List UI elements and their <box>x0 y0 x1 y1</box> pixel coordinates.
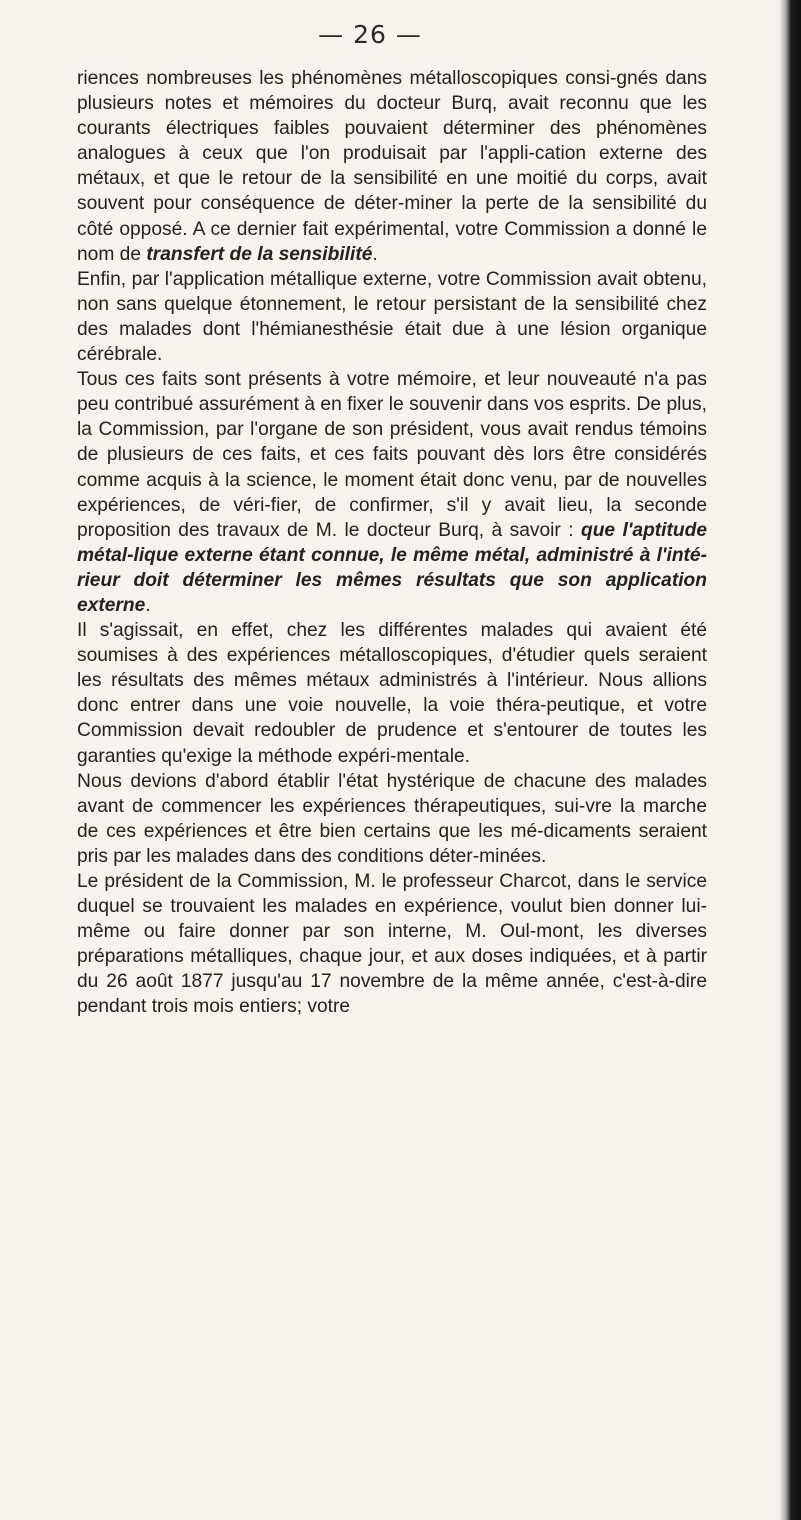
text-run: riences nombreuses les phénomènes métalloscopiques consi-gnés dans plusieurs notes et mémoires du docteur Burq, avait reconnu que les courants électriques faibles pouvaient déterminer des phénomènes analogues à ceux que l'on produisait par l'appli-cation externe des métaux, et que le retour de la sensibilité en une moitié du corps, avait souvent pour conséquence de déter-miner la perte de la sensibilité du côté opposé. A ce dernier fait expérimental, votre Commission a donné le nom de <box>77 68 707 265</box>
paragraph <box>77 769 707 869</box>
text-run: Nous devions d'abord établir l'état hystérique de chacune des malades avant de commencer les expériences thérapeutiques, sui-vre la marche de ces expériences et être bien certains que les mé-dicaments seraient pris par les malades dans des conditions déter-minées. <box>77 770 707 867</box>
paragraph <box>77 267 707 367</box>
body-text <box>77 66 707 1020</box>
paragraph <box>77 367 707 618</box>
page-number: — 26 — <box>318 20 422 49</box>
italic-text-run: que l'aptitude métal-lique externe étant connue, le même métal, administré à l'inté-rieur doit déterminer les mêmes résultats que son application externe <box>77 519 708 616</box>
text-run: Le président de la Commission, M. le professeur Charcot, dans le service duquel se trouvaient les malades en expérience, voulut bien donner lui-même ou faire donner par son interne, M. Oul-mont, les diverses préparations métalliques, chaque jour, et aux doses indiquées, et à partir du 26 août 1877 jusqu'au 17 novembre de la même année, c'est-à-dire pendant trois mois entiers; votre <box>77 871 707 1018</box>
paragraph <box>77 869 707 1020</box>
paragraph <box>77 618 707 769</box>
text-run: . <box>372 243 378 265</box>
text-run: Il s'agissait, en effet, chez les différentes malades qui avaient été soumises à des expériences métalloscopiques, d'étudier quels seraient les résultats des mêmes métaux administrés à l'intérieur. Nous allions donc entrer dans une voie nouvelle, la voie théra-peutique, et votre Commission devait redoubler de prudence et s'entourer de toutes les garanties qu'exige la méthode expéri-mentale. <box>77 620 707 767</box>
paragraph <box>77 66 707 267</box>
text-run: Tous ces faits sont présents à votre mémoire, et leur nouveauté n'a pas peu contribué assurément à en fixer le souvenir dans vos esprits. De plus, la Commission, par l'organe de son président, vous avait rendus témoins de plusieurs de ces faits, et ces faits pouvant dès lors être considérés comme acquis à la science, le moment était donc venu, par de nouvelles expériences, de véri-fier, de confirmer, s'il y avait lieu, la seconde proposition des travaux de M. le docteur Burq, à savoir : <box>77 369 707 541</box>
text-run: . <box>145 594 151 616</box>
italic-text-run: transfert de la sensibilité <box>146 243 373 265</box>
text-run: Enfin, par l'application métallique externe, votre Commission avait obtenu, non sans quelque étonnement, le retour persistant de la sensibilité chez des malades dont l'hémianesthésie était due à une lésion organique cérébrale. <box>77 268 707 366</box>
page-edge-shadow <box>779 0 801 1520</box>
